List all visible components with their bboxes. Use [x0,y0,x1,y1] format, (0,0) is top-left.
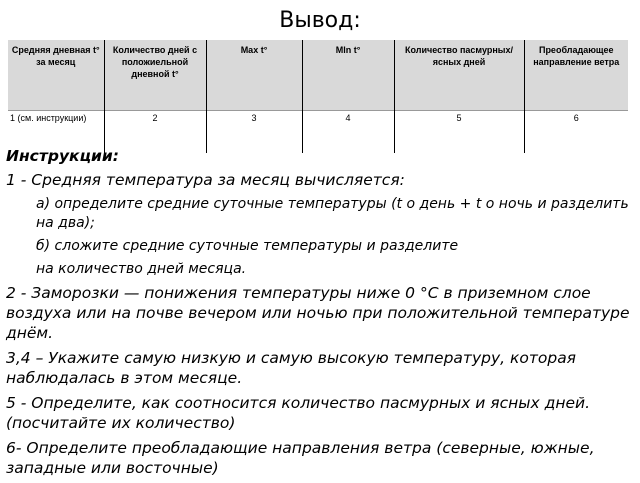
table-cell: 2 [104,111,206,154]
column-header: Количество дней с положиельной дневной t° [104,40,206,111]
table-cell: 4 [302,111,394,154]
instruction-item-1b-line1: б) сложите средние суточные температуры и разделите [36,238,459,254]
column-header: Mln t° [302,40,394,111]
weather-summary-table [8,40,628,153]
table-cell: 1 (см. инструкции) [8,111,104,154]
instructions-heading: Инструкции: [6,147,119,165]
instruction-item-5: 5 - Определите, как соотносится количество пасмурных и ясных дней. (посчитайте их количество) [6,394,591,432]
instruction-item-1b-line2: на количество дней месяца. [36,261,247,277]
column-header: Max t° [206,40,302,111]
column-header: Преобладающее направление ветра [524,40,628,111]
column-header: Средняя дневная t° за месяц [8,40,104,111]
table-cell: 5 [394,111,524,154]
instruction-item-2: 2 - Заморозки — понижения температуры ниже 0 °С в приземном слое воздуха или на почве вечером или ночью при положительной температуре днём. [6,284,630,342]
slide-title: Вывод: [279,8,361,33]
column-header: Количество пасмурных/ясных дней [394,40,524,111]
instruction-item-1: 1 - Средняя температура за месяц вычисляется: [6,171,405,189]
table-header-row [8,40,628,111]
instruction-item-1a: а) определите средние суточные температуры (t о день + t о ночь и разделить на два); [36,196,629,231]
table-cell: 6 [524,111,628,154]
instruction-item-6: 6- Определите преобладающие направления ветра (северные, южные, западные или восточные) [6,439,595,477]
instructions-block [6,146,636,483]
table-cell: 3 [206,111,302,154]
instruction-item-3-4: 3,4 – Укажите самую низкую и самую высокую температуру, которая наблюдалась в этом месяце. [6,349,577,387]
